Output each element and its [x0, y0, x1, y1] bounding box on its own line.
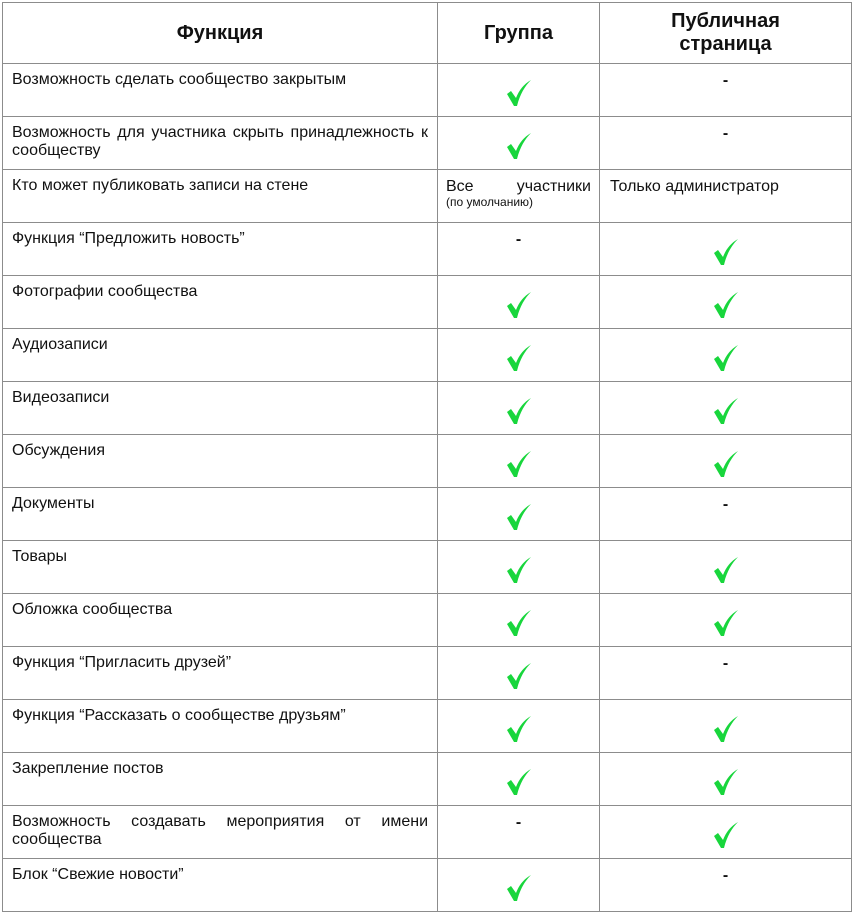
public-cell: [600, 806, 852, 859]
public-cell: [600, 170, 852, 223]
check-icon: [713, 344, 739, 372]
group-cell: [438, 753, 600, 806]
header-group: Группа: [438, 3, 600, 64]
feature-cell: [3, 329, 438, 382]
table-row: [3, 647, 852, 700]
feature-label: Блок “Свежие новости”: [12, 866, 184, 883]
table-row: [3, 223, 852, 276]
dash-mark: -: [722, 867, 729, 884]
header-public-page: [600, 3, 852, 64]
feature-label: Аудиозаписи: [12, 336, 108, 353]
feature-label: Возможность для участника скрыть принадлежность к сообществу: [12, 124, 428, 159]
comparison-table: [2, 2, 852, 912]
feature-cell: [3, 753, 438, 806]
check-icon: [713, 238, 739, 266]
table-row: [3, 700, 852, 753]
feature-cell: [3, 806, 438, 859]
feature-label: Возможность сделать сообщество закрытым: [12, 71, 347, 88]
feature-cell: [3, 859, 438, 912]
check-icon: [713, 291, 739, 319]
check-icon: [506, 768, 532, 796]
check-icon: [713, 450, 739, 478]
public-cell: [600, 647, 852, 700]
check-icon: [506, 397, 532, 425]
feature-label: Фотографии сообщества: [12, 283, 198, 300]
dash-mark: -: [515, 231, 522, 248]
table-row: [3, 594, 852, 647]
feature-cell: [3, 488, 438, 541]
group-cell: [438, 170, 600, 223]
check-icon: [713, 715, 739, 743]
feature-label: Функция “Предложить новость”: [12, 230, 245, 247]
group-value-note: (по умолчанию): [446, 195, 534, 209]
public-cell: [600, 435, 852, 488]
check-icon: [506, 503, 532, 531]
group-cell: [438, 64, 600, 117]
table-row: [3, 541, 852, 594]
group-cell: [438, 594, 600, 647]
public-cell: [600, 117, 852, 170]
check-icon: [506, 132, 532, 160]
check-icon: [506, 450, 532, 478]
feature-cell: [3, 647, 438, 700]
table-row: [3, 117, 852, 170]
group-value-text: Все участники: [446, 178, 591, 195]
table-body: [3, 64, 852, 912]
group-cell: [438, 329, 600, 382]
public-cell: [600, 382, 852, 435]
feature-cell: [3, 117, 438, 170]
table-row: [3, 329, 852, 382]
check-icon: [713, 397, 739, 425]
feature-cell: [3, 541, 438, 594]
public-cell: [600, 329, 852, 382]
feature-cell: [3, 382, 438, 435]
table-row: [3, 64, 852, 117]
check-icon: [713, 821, 739, 849]
check-icon: [506, 79, 532, 107]
check-icon: [506, 344, 532, 372]
group-cell: [438, 647, 600, 700]
check-icon: [506, 609, 532, 637]
feature-label: Обсуждения: [12, 442, 105, 459]
public-value-text: Только администратор: [610, 178, 779, 195]
feature-label: Товары: [12, 548, 68, 565]
group-cell: [438, 859, 600, 912]
feature-label: Обложка сообщества: [12, 601, 173, 618]
dash-mark: -: [722, 655, 729, 672]
table-row: [3, 382, 852, 435]
feature-cell: [3, 276, 438, 329]
feature-label: Документы: [12, 495, 95, 512]
table-row: [3, 488, 852, 541]
check-icon: [713, 609, 739, 637]
public-cell: [600, 541, 852, 594]
table-row: [3, 753, 852, 806]
dash-mark: -: [722, 125, 729, 142]
feature-label: Кто может публиковать записи на стене: [12, 177, 309, 194]
group-cell: [438, 806, 600, 859]
table-row: [3, 859, 852, 912]
feature-label: Возможность создавать мероприятия от имени сообщества: [12, 813, 428, 848]
header-function: Функция: [3, 3, 438, 64]
feature-cell: [3, 170, 438, 223]
check-icon: [506, 715, 532, 743]
check-icon: [506, 662, 532, 690]
feature-label: Функция “Пригласить друзей”: [12, 654, 232, 671]
public-cell: [600, 753, 852, 806]
dash-mark: -: [722, 72, 729, 89]
table-row: [3, 170, 852, 223]
table-row: [3, 435, 852, 488]
feature-cell: [3, 594, 438, 647]
header-row: [3, 3, 852, 64]
group-cell: [438, 223, 600, 276]
header-public-line1: Публичная: [671, 10, 780, 32]
group-cell: [438, 117, 600, 170]
feature-label: Закрепление постов: [12, 760, 164, 777]
public-cell: [600, 488, 852, 541]
group-cell: [438, 435, 600, 488]
public-cell: [600, 859, 852, 912]
check-icon: [506, 556, 532, 584]
feature-label: Видеозаписи: [12, 389, 110, 406]
feature-label: Функция “Рассказать о сообществе друзьям”: [12, 707, 346, 724]
group-cell: [438, 276, 600, 329]
check-icon: [713, 556, 739, 584]
check-icon: [506, 874, 532, 902]
group-cell: [438, 541, 600, 594]
group-cell: [438, 488, 600, 541]
feature-cell: [3, 700, 438, 753]
public-cell: [600, 700, 852, 753]
table-row: [3, 806, 852, 859]
check-icon: [506, 291, 532, 319]
public-cell: [600, 64, 852, 117]
public-cell: [600, 276, 852, 329]
feature-cell: [3, 435, 438, 488]
public-cell: [600, 223, 852, 276]
table-row: [3, 276, 852, 329]
group-cell: [438, 700, 600, 753]
feature-cell: [3, 64, 438, 117]
group-cell: [438, 382, 600, 435]
check-icon: [713, 768, 739, 796]
feature-cell: [3, 223, 438, 276]
public-cell: [600, 594, 852, 647]
dash-mark: -: [515, 814, 522, 831]
header-public-line2: страница: [679, 33, 772, 55]
dash-mark: -: [722, 496, 729, 513]
